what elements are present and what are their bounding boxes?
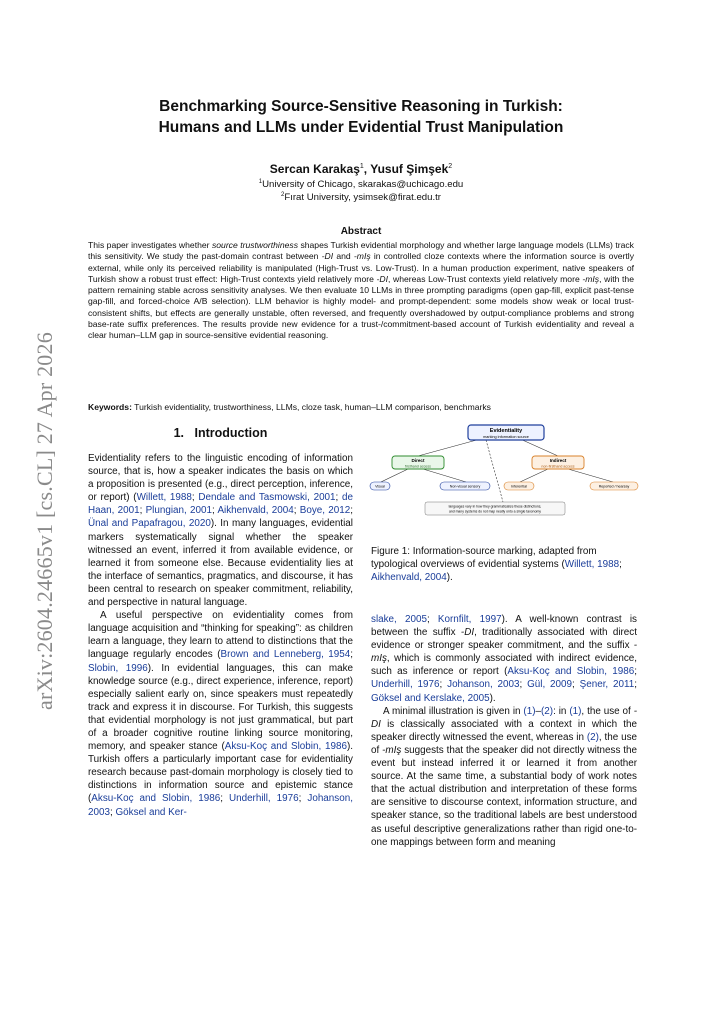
author-1-sup: 1 xyxy=(359,163,364,170)
citation-link[interactable]: Johanson, 2003 xyxy=(88,793,353,818)
body-text: ; xyxy=(212,505,218,517)
citation-link[interactable]: Willett, 1988 xyxy=(136,492,192,504)
body-text: ; xyxy=(519,679,528,691)
example-link[interactable]: (1) xyxy=(523,705,536,717)
body-text: , which is commonly associated with indirect evidence, such as inference or report ( xyxy=(371,653,637,678)
body-text: ; xyxy=(350,649,353,661)
citation-link[interactable]: slake, 2005 xyxy=(371,614,427,625)
leaf-nonvisual-label: Non-visual sensory xyxy=(449,484,481,489)
body-text: ). In many languages, evidential markers systematically signal whether the speaker witnessed an event, inferred it from available evidence, or learned it from someone else. Because evidentiality lies at the interface of semantics, pragmatics, and discourse, it has been central to research on speaker commitment, reliability, and perspective in natural language. xyxy=(88,518,353,609)
leaf-reported-label: Reported / hearsay xyxy=(598,484,630,489)
abstract-text: , whereas Low-Trust contexts yield relatively more xyxy=(387,273,583,284)
body-text: ; xyxy=(350,505,353,517)
body-text: ; xyxy=(439,679,448,691)
section-title: Introduction xyxy=(194,426,268,440)
caption-text: ). xyxy=(446,572,453,584)
citation-link[interactable]: Şener, 2011 xyxy=(579,679,635,691)
author-1: Sercan Karakaş xyxy=(269,162,360,176)
body-text: ; xyxy=(220,793,229,805)
figure-note-line-2: and many systems do not map neatly onto a single taxonomy xyxy=(449,509,541,514)
body-text: ; xyxy=(634,666,637,678)
caption-text: ; xyxy=(619,559,622,571)
abstract-emphasis: -mIş xyxy=(582,273,600,284)
caption-text: Figure 1: Information-source marking, adapted from typological overviews of evidential systems ( xyxy=(371,546,597,571)
body-text: ). xyxy=(489,692,496,704)
example-link[interactable]: (2) xyxy=(541,705,554,717)
edge-indirect-reported xyxy=(568,469,613,482)
keywords-text: Turkish evidentiality, trustworthiness, LLMs, cloze task, human–LLM comparison, benchmarks xyxy=(131,402,491,412)
body-text: : in xyxy=(553,705,570,717)
citation-link[interactable]: Aikhenvald, 2004 xyxy=(217,505,294,517)
citation-link[interactable]: Plungian, 2001 xyxy=(145,505,212,517)
author-separator: , xyxy=(363,162,371,176)
abstract-body xyxy=(88,240,634,342)
affiliation-1-text: University of Chicago, skarakas@uchicago.edu xyxy=(262,179,464,191)
body-text: ). A well-known contrast is between the suffix xyxy=(371,614,637,639)
body-text: , the use of xyxy=(371,731,637,756)
left-column xyxy=(88,452,353,819)
suffix-emphasis: -DI xyxy=(371,705,637,730)
author-2-sup: 2 xyxy=(448,163,453,170)
citation-link[interactable]: Aksu-Koç and Slobin, 1986 xyxy=(507,666,635,678)
citation-link[interactable]: Willett, 1988 xyxy=(564,559,620,571)
body-text: ). Turkish offers a particularly important case for evidentiality research because past-domain morphology is closely tied to distinctions in information source and epistemic stance ( xyxy=(88,741,353,805)
leaf-visual-label: Visual xyxy=(375,484,385,489)
body-text: – xyxy=(535,705,541,717)
body-text: ; xyxy=(191,492,199,504)
keywords xyxy=(88,402,634,412)
body-text: ; xyxy=(426,614,438,625)
edge-direct-visual xyxy=(381,469,408,482)
paper-title xyxy=(88,96,634,138)
title-line-2: Humans and LLMs under Evidential Trust Manipulation xyxy=(158,119,564,136)
figure-note-line-1: languages vary in how they grammaticalize these distinctions, xyxy=(448,504,542,509)
citation-link[interactable]: Brown and Lenneberg, 1954 xyxy=(220,649,351,661)
suffix-emphasis: -mIş xyxy=(371,640,637,665)
body-text: ; xyxy=(109,806,116,818)
citation-link[interactable]: Ünal and Papafragou, 2020 xyxy=(88,518,211,530)
abstract-text: , with the pattern remaining stable across sensitivity analyses. We then evaluate 10 LLMs in three prompting paradigms (open gap-fill, explicit past-tense gap-fill, and forced-choice A/B selection). LLM behavior is highly model- and prompt-dependent: some models show weak or local trust-consistent shifts, but effects are generally unstable, often reversed, and frequently overshadowed by output-compliance problems and strong base-rate suffix preferences. The results provide new evidence for a trust-/commitment-based account of Turkish evidentiality and reveal a clear human–LLM gap in source-sensitive evidential reasoning. xyxy=(88,273,634,341)
abstract-text: This paper investigates whether xyxy=(88,240,212,250)
body-text: , the use of xyxy=(581,705,634,717)
leaf-inferential-label: Inferential xyxy=(511,484,527,489)
direct-node-title: Direct xyxy=(411,458,425,463)
figure-caption xyxy=(371,545,637,584)
title-line-1: Benchmarking Source-Sensitive Reasoning in Turkish: xyxy=(159,98,563,115)
author-list xyxy=(88,162,634,176)
abstract-text: and xyxy=(333,251,354,262)
citation-link[interactable]: Underhill, 1976 xyxy=(228,793,299,805)
citation-link[interactable]: Kornfilt, 1997 xyxy=(437,614,502,625)
abstract-emphasis: -mIş xyxy=(353,251,371,262)
abstract-emphasis: -DI xyxy=(321,251,334,262)
affiliation-2-text: Fırat University, ysimsek@firat.edu.tr xyxy=(284,192,442,204)
arxiv-id: arXiv:2604.24665v1 [cs.CL] 27 Apr 2026 xyxy=(32,332,57,710)
edge-indirect-inferential xyxy=(520,469,548,482)
author-2: Yusuf Şimşek xyxy=(370,162,449,176)
abstract-text: in controlled cloze contexts where the information source is overtly external, while only its perceived reliability is manipulated (High-Trust vs. Low-Trust). In a human production experiment, native speakers of Turkish show a robust trust effect: High-Trust contexts yield relatively more xyxy=(88,251,634,284)
body-text: suggests that the speaker did not directly witness the event but instead inferred it or learned it from another source. At the same time, a substantial body of work notes that the actual distribution and interpretation of these forms are sensitive to discourse context, information structure, and speaker stance, so the traditional labels are best understood as useful descriptive generalizations rather than rigid one-to-one mappings between form and meaning xyxy=(371,744,637,848)
affiliation-1-sup: 1 xyxy=(258,179,263,185)
abstract-text: shapes Turkish evidential morphology and whether large language models (LLMs) track this sensitivity. We study the past-domain contrast between xyxy=(88,240,634,262)
affiliation-1 xyxy=(88,179,634,190)
root-node-title: Evidentiality xyxy=(489,428,523,434)
root-node-subtitle: marking information source xyxy=(483,435,529,439)
body-text: ). In evidential languages, this can make knowledge source (e.g., direct experience, inference, report) especially salient early on, since speakers must repeatedly track and express it in discourse. For Turkish, this suggests that evidential morphology is not just grammatical, but part of a broader cognitive routine linking source monitoring, memory, and speaker stance ( xyxy=(88,662,353,753)
section-heading xyxy=(88,426,353,440)
body-text: ; xyxy=(139,505,146,517)
citation-link[interactable]: Slobin, 1996 xyxy=(88,662,148,674)
citation-link[interactable]: Dendale and Tasmowski, 2001 xyxy=(198,492,336,504)
keywords-label: Keywords: xyxy=(88,402,132,412)
example-link[interactable]: (2) xyxy=(586,731,599,743)
suffix-emphasis: -mIş xyxy=(382,744,402,756)
evidentiality-taxonomy-figure xyxy=(368,424,640,524)
edge-root-direct xyxy=(418,438,484,456)
citation-link[interactable]: de Haan, 2001 xyxy=(88,492,353,517)
direct-node-subtitle: firsthand access xyxy=(405,464,431,469)
paragraph xyxy=(88,609,353,819)
example-link[interactable]: (1) xyxy=(569,705,582,717)
body-text: Evidentiality refers to the linguistic encoding of information source, that is, how a speaker indicates the basis on which a proposition is presented (e.g., direct perception, inference, or report) ( xyxy=(88,453,353,504)
edge-direct-nonvisual xyxy=(423,469,466,482)
citation-link[interactable]: Aksu-Koç and Slobin, 1986 xyxy=(91,793,221,805)
figure-edges xyxy=(381,438,613,502)
citation-link[interactable]: Underhill, 1976 xyxy=(371,679,440,691)
affiliation-2 xyxy=(88,192,634,203)
citation-link[interactable]: Johanson, 2003 xyxy=(447,679,520,691)
body-text: , traditionally associated with direct evidence or stronger speaker commitment, and the suffix xyxy=(371,627,637,652)
body-text: ; xyxy=(335,492,342,504)
edge-root-indirect xyxy=(518,438,558,456)
paragraph xyxy=(371,613,637,705)
body-text: ; xyxy=(298,793,308,805)
right-column xyxy=(371,613,637,849)
body-text: ; xyxy=(293,505,300,517)
abstract-emphasis: source trustworthiness xyxy=(211,240,298,250)
paragraph xyxy=(371,705,637,849)
citation-link[interactable]: Aksu-Koç and Slobin, 1986 xyxy=(224,741,347,753)
body-text: A useful perspective on evidentiality comes from language acquisition and “thinking for speaking”: as children learn a language, they learn to attend to distinctions that the language regularly encodes ( xyxy=(88,610,353,661)
indirect-node-title: Indirect xyxy=(549,458,567,463)
body-text: ; xyxy=(572,679,580,691)
citation-link[interactable]: Göksel and Ker- xyxy=(115,806,187,818)
citation-link[interactable]: Aikhenvald, 2004 xyxy=(371,572,447,584)
citation-link[interactable]: Boye, 2012 xyxy=(299,505,351,517)
body-text: A minimal illustration is given in xyxy=(383,705,524,717)
citation-link[interactable]: Göksel and Kerslake, 2005 xyxy=(371,692,490,704)
body-text: ; xyxy=(634,679,637,691)
paragraph xyxy=(88,452,353,609)
indirect-node-subtitle: non-firsthand access xyxy=(541,464,575,469)
suffix-emphasis: -DI xyxy=(460,627,475,639)
citation-link[interactable]: Gül, 2009 xyxy=(527,679,573,691)
abstract-heading: Abstract xyxy=(340,226,382,237)
body-text: is classically associated with a context in which the speaker directly witnessed the event, whereas in xyxy=(371,718,637,743)
arxiv-stamp xyxy=(12,290,57,710)
section-number: 1. xyxy=(173,426,185,440)
abstract-emphasis: -DI xyxy=(376,273,388,284)
edge-root-note xyxy=(486,440,503,502)
affiliation-2-sup: 2 xyxy=(280,192,285,198)
